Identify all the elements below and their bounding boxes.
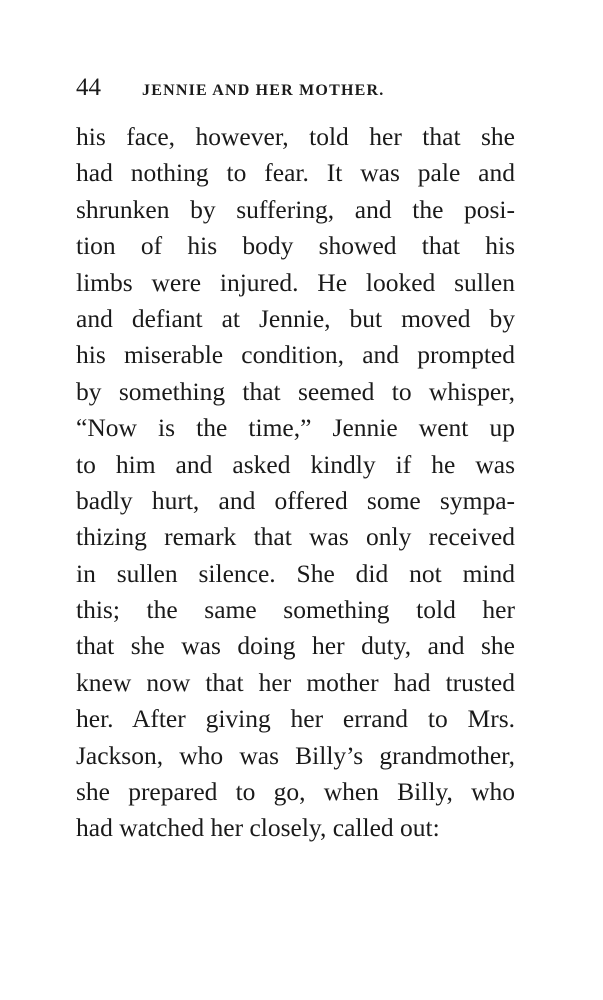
text-line: Jackson, who was Billy’s grandmother,: [76, 740, 515, 770]
text-line: limbs were injured. He looked sullen: [76, 267, 515, 297]
running-head: [76, 74, 516, 104]
text-line: and defiant at Jennie, but moved by: [76, 303, 515, 333]
text-line: by something that seemed to whisper,: [76, 376, 515, 406]
text-line: had nothing to fear. It was pale and: [76, 158, 515, 188]
text-line: she prepared to go, when Billy, who: [76, 777, 515, 807]
body-text: [76, 119, 515, 847]
text-line: tion of his body showed that his: [76, 231, 515, 261]
text-line: badly hurt, and offered some sympa-: [76, 485, 515, 515]
text-line: had watched her closely, called out:: [76, 813, 440, 843]
text-line: that she was doing her duty, and she: [76, 631, 515, 661]
text-line: “Now is the time,” Jennie went up: [76, 413, 515, 443]
text-line: his miserable condition, and prompted: [76, 340, 515, 370]
text-line: shrunken by suffering, and the posi-: [76, 194, 515, 224]
text-line: this; the same something told her: [76, 595, 515, 625]
text-line: his face, however, told her that she: [76, 122, 515, 151]
running-title: JENNIE AND HER MOTHER.: [142, 82, 385, 99]
text-line: her. After giving her errand to Mrs.: [76, 704, 515, 734]
text-line: in sullen silence. She did not mind: [76, 558, 515, 588]
text-line: to him and asked kindly if he was: [76, 449, 515, 479]
text-line: knew now that her mother had trusted: [76, 667, 515, 697]
text-line: thizing remark that was only received: [76, 522, 515, 552]
page-number: 44: [76, 74, 101, 101]
